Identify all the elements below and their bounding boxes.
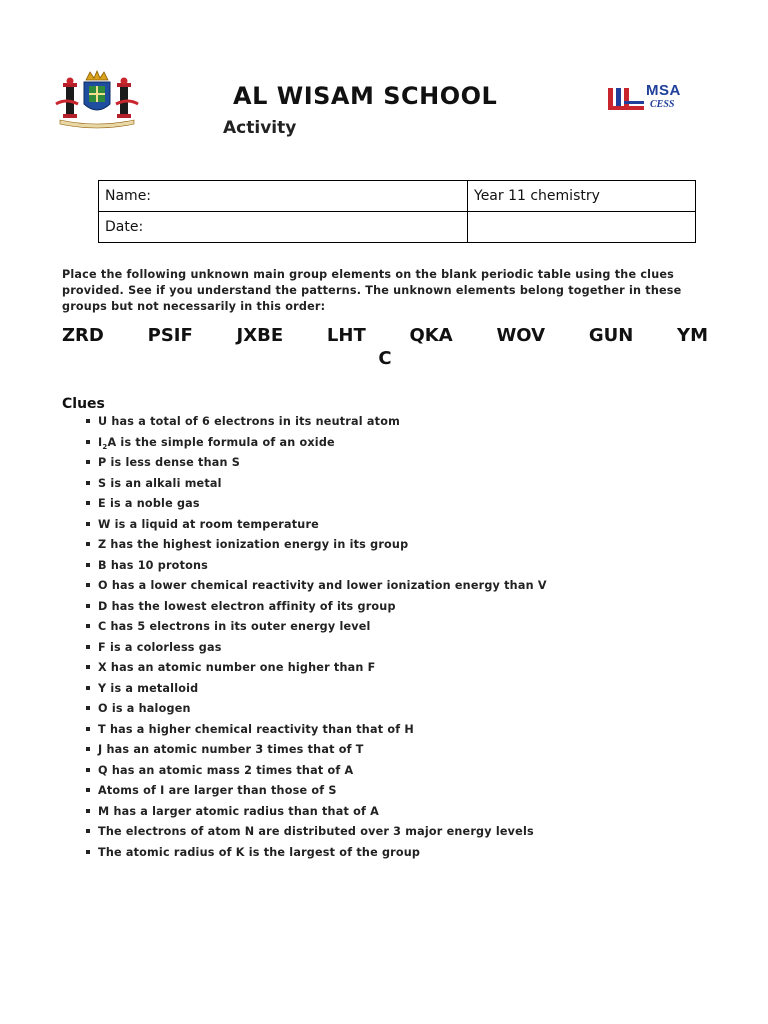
clue-item <box>86 537 547 558</box>
clue-key: E <box>98 497 106 510</box>
element-group: ZRD <box>62 325 104 346</box>
bullet-icon <box>86 522 90 526</box>
logo-msa-text: MSA <box>646 82 681 99</box>
clue-item <box>86 845 547 866</box>
clue-text: has a higher chemical reactivity than that of H <box>105 722 414 736</box>
clue-text: The electrons of atom N are distributed over 3 major energy levels <box>98 825 534 838</box>
msa-cess-logo <box>606 84 702 116</box>
clue-item <box>86 599 547 620</box>
element-group: JXBE <box>236 325 284 346</box>
bullet-icon <box>86 583 90 587</box>
clue-item <box>86 619 547 640</box>
clue-text: is a noble gas <box>105 497 200 510</box>
clue-item <box>86 783 547 804</box>
clue-text: has the highest ionization energy in its group <box>106 538 409 551</box>
logo-cess-text: CESS <box>650 99 675 110</box>
clue-text: is the simple formula of an oxide <box>116 435 335 449</box>
clue-item <box>86 804 547 825</box>
clue-item <box>86 435 547 456</box>
clue-key: Z <box>98 538 107 551</box>
clue-subscript: 2 <box>102 442 108 451</box>
clue-item <box>86 558 547 579</box>
bullet-icon <box>86 542 90 546</box>
clue-key: C <box>98 620 107 633</box>
clue-text: is a metalloid <box>106 681 199 695</box>
element-group: LHT <box>326 325 366 346</box>
clue-text: has a lower chemical reactivity and lower ionization energy than V <box>107 579 547 592</box>
clue-text: is a halogen <box>107 702 191 715</box>
date-label: Date: <box>105 219 144 235</box>
bullet-icon <box>86 440 90 444</box>
clue-text: The atomic radius of K is the largest of the group <box>98 845 421 859</box>
bullet-icon <box>86 768 90 772</box>
student-info-table <box>98 180 696 243</box>
clue-item <box>86 476 547 497</box>
clue-item <box>86 660 547 681</box>
bullet-icon <box>86 747 90 751</box>
clue-key: S <box>98 476 107 490</box>
clue-item <box>86 824 547 845</box>
clue-item <box>86 722 547 743</box>
empty-cell[interactable] <box>468 212 696 243</box>
clue-item <box>86 414 547 435</box>
clues-heading: Clues <box>62 396 105 412</box>
clue-item <box>86 742 547 763</box>
element-group-continued: C <box>378 348 392 369</box>
clue-key: I <box>98 435 103 449</box>
bullet-icon <box>86 850 90 854</box>
clue-text: has an atomic number one higher than F <box>106 661 376 674</box>
subject-cell: Year 11 chemistry <box>468 181 696 212</box>
element-group: YM <box>677 325 708 346</box>
clue-key: X <box>98 661 107 674</box>
bullet-icon <box>86 727 90 731</box>
bullet-icon <box>86 665 90 669</box>
name-cell[interactable] <box>99 181 468 212</box>
clue-item <box>86 763 547 784</box>
clue-item <box>86 578 547 599</box>
clue-key: U <box>98 415 108 428</box>
clue-key: Q <box>98 763 108 777</box>
clue-text: is less dense than S <box>106 456 241 469</box>
clue-text: has an atomic mass 2 times that of A <box>107 763 354 777</box>
bullet-icon <box>86 419 90 423</box>
bullet-icon <box>86 788 90 792</box>
bullet-icon <box>86 686 90 690</box>
name-label: Name: <box>105 188 152 204</box>
clue-text: has a larger atomic radius than that of A <box>109 804 380 818</box>
clue-text: is an alkali metal <box>106 476 222 490</box>
clue-key: J <box>98 743 103 756</box>
clue-key: O <box>98 702 108 715</box>
clue-text: has 10 protons <box>106 558 209 572</box>
bullet-icon <box>86 624 90 628</box>
element-group: GUN <box>588 325 634 346</box>
clues-list <box>86 414 547 865</box>
bullet-icon <box>86 460 90 464</box>
school-crest-logo <box>52 70 142 132</box>
clue-text: has a total of 6 electrons in its neutral atom <box>107 415 400 428</box>
bullet-icon <box>86 501 90 505</box>
bullet-icon <box>86 706 90 710</box>
clue-key: F <box>98 640 106 654</box>
element-group: WOV <box>496 325 546 346</box>
bullet-icon <box>86 604 90 608</box>
clue-item <box>86 517 547 538</box>
bullet-icon <box>86 645 90 649</box>
clue-item <box>86 496 547 517</box>
clue-key: M <box>98 804 110 818</box>
school-name-heading: AL WISAM SCHOOL <box>233 82 498 110</box>
clue-text: has 5 electrons in its outer energy level <box>106 620 371 633</box>
clue-item <box>86 640 547 661</box>
activity-subtitle: Activity <box>223 118 297 138</box>
bullet-icon <box>86 481 90 485</box>
clue-key: O <box>98 579 108 592</box>
clue-key: W <box>98 517 111 531</box>
clue-text: Atoms of I are larger than those of S <box>98 784 337 797</box>
clue-item <box>86 455 547 476</box>
clue-item <box>86 701 547 722</box>
clue-text: has an atomic number 3 times that of T <box>102 743 364 756</box>
clue-key: Y <box>98 681 107 695</box>
bullet-icon <box>86 829 90 833</box>
date-cell[interactable] <box>99 212 468 243</box>
clue-text: has the lowest electron affinity of its group <box>107 599 396 613</box>
element-group: QKA <box>409 325 453 346</box>
clue-item <box>86 681 547 702</box>
clue-key: A <box>107 435 117 449</box>
clue-text: is a liquid at room temperature <box>110 517 319 531</box>
bullet-icon <box>86 563 90 567</box>
element-group: PSIF <box>147 325 193 346</box>
clue-text: is a colorless gas <box>105 640 222 654</box>
clue-key: T <box>98 722 106 736</box>
instructions-paragraph: Place the following unknown main group elements on the blank periodic table using the clues provided. See if you understand the patterns. The unknown elements belong together in these groups but not necessarily in this order: <box>62 268 682 313</box>
clue-key: D <box>98 599 108 613</box>
clue-key: B <box>98 558 107 572</box>
bullet-icon <box>86 809 90 813</box>
clue-key: P <box>98 456 107 469</box>
element-groups <box>62 325 708 369</box>
